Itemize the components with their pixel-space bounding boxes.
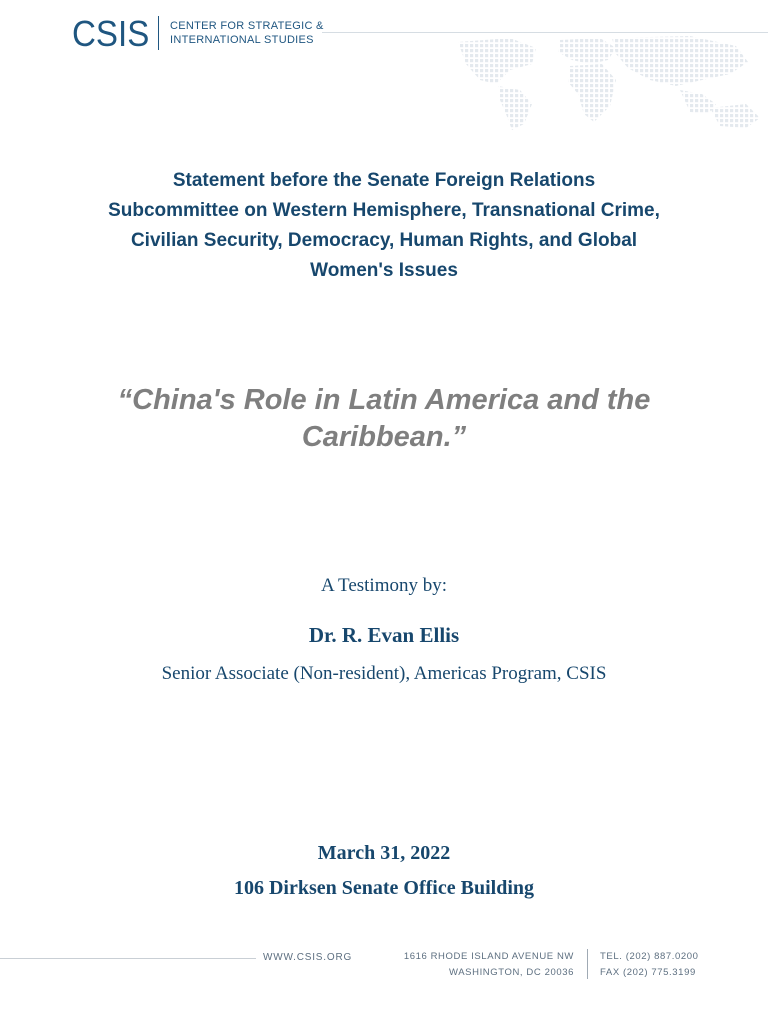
title-line: Caribbean.” <box>301 421 467 453</box>
footer-tel: TEL. (202) 887.0200 <box>600 951 699 962</box>
header-rule <box>322 32 768 33</box>
statement-line: Subcommittee on Western Hemisphere, Transnational Crime, <box>108 200 660 221</box>
statement-heading <box>60 166 708 286</box>
logo-subtitle-line2: INTERNATIONAL STUDIES <box>170 34 314 46</box>
testimony-title <box>60 382 708 456</box>
hearing-location: 106 Dirksen Senate Office Building <box>233 877 534 899</box>
author-name: Dr. R. Evan Ellis <box>308 623 460 647</box>
footer-rule <box>0 958 256 959</box>
logo-wordmark: CSIS <box>72 13 150 54</box>
testimony-intro: A Testimony by: <box>320 575 448 596</box>
statement-line: Civilian Security, Democracy, Human Rights, and Global <box>130 230 638 251</box>
statement-line: Statement before the Senate Foreign Relations <box>172 170 596 191</box>
title-line: “China's Role in Latin America and the <box>117 384 651 416</box>
author-role: Senior Associate (Non-resident), Americas Program, CSIS <box>161 663 607 684</box>
footer-address-line1: 1616 RHODE ISLAND AVENUE NW <box>403 951 574 962</box>
logo-subtitle <box>170 19 324 47</box>
logo-subtitle-line1: CENTER FOR STRATEGIC & <box>170 20 324 32</box>
footer-divider <box>587 949 588 979</box>
logo-divider <box>158 16 159 50</box>
footer-website: WWW.CSIS.ORG <box>263 952 353 963</box>
world-map-graphic <box>440 34 768 130</box>
statement-line: Women's Issues <box>310 260 458 281</box>
footer-fax: FAX (202) 775.3199 <box>600 967 696 978</box>
footer-address-line2: WASHINGTON, DC 20036 <box>449 967 574 978</box>
hearing-date: March 31, 2022 <box>317 842 451 864</box>
